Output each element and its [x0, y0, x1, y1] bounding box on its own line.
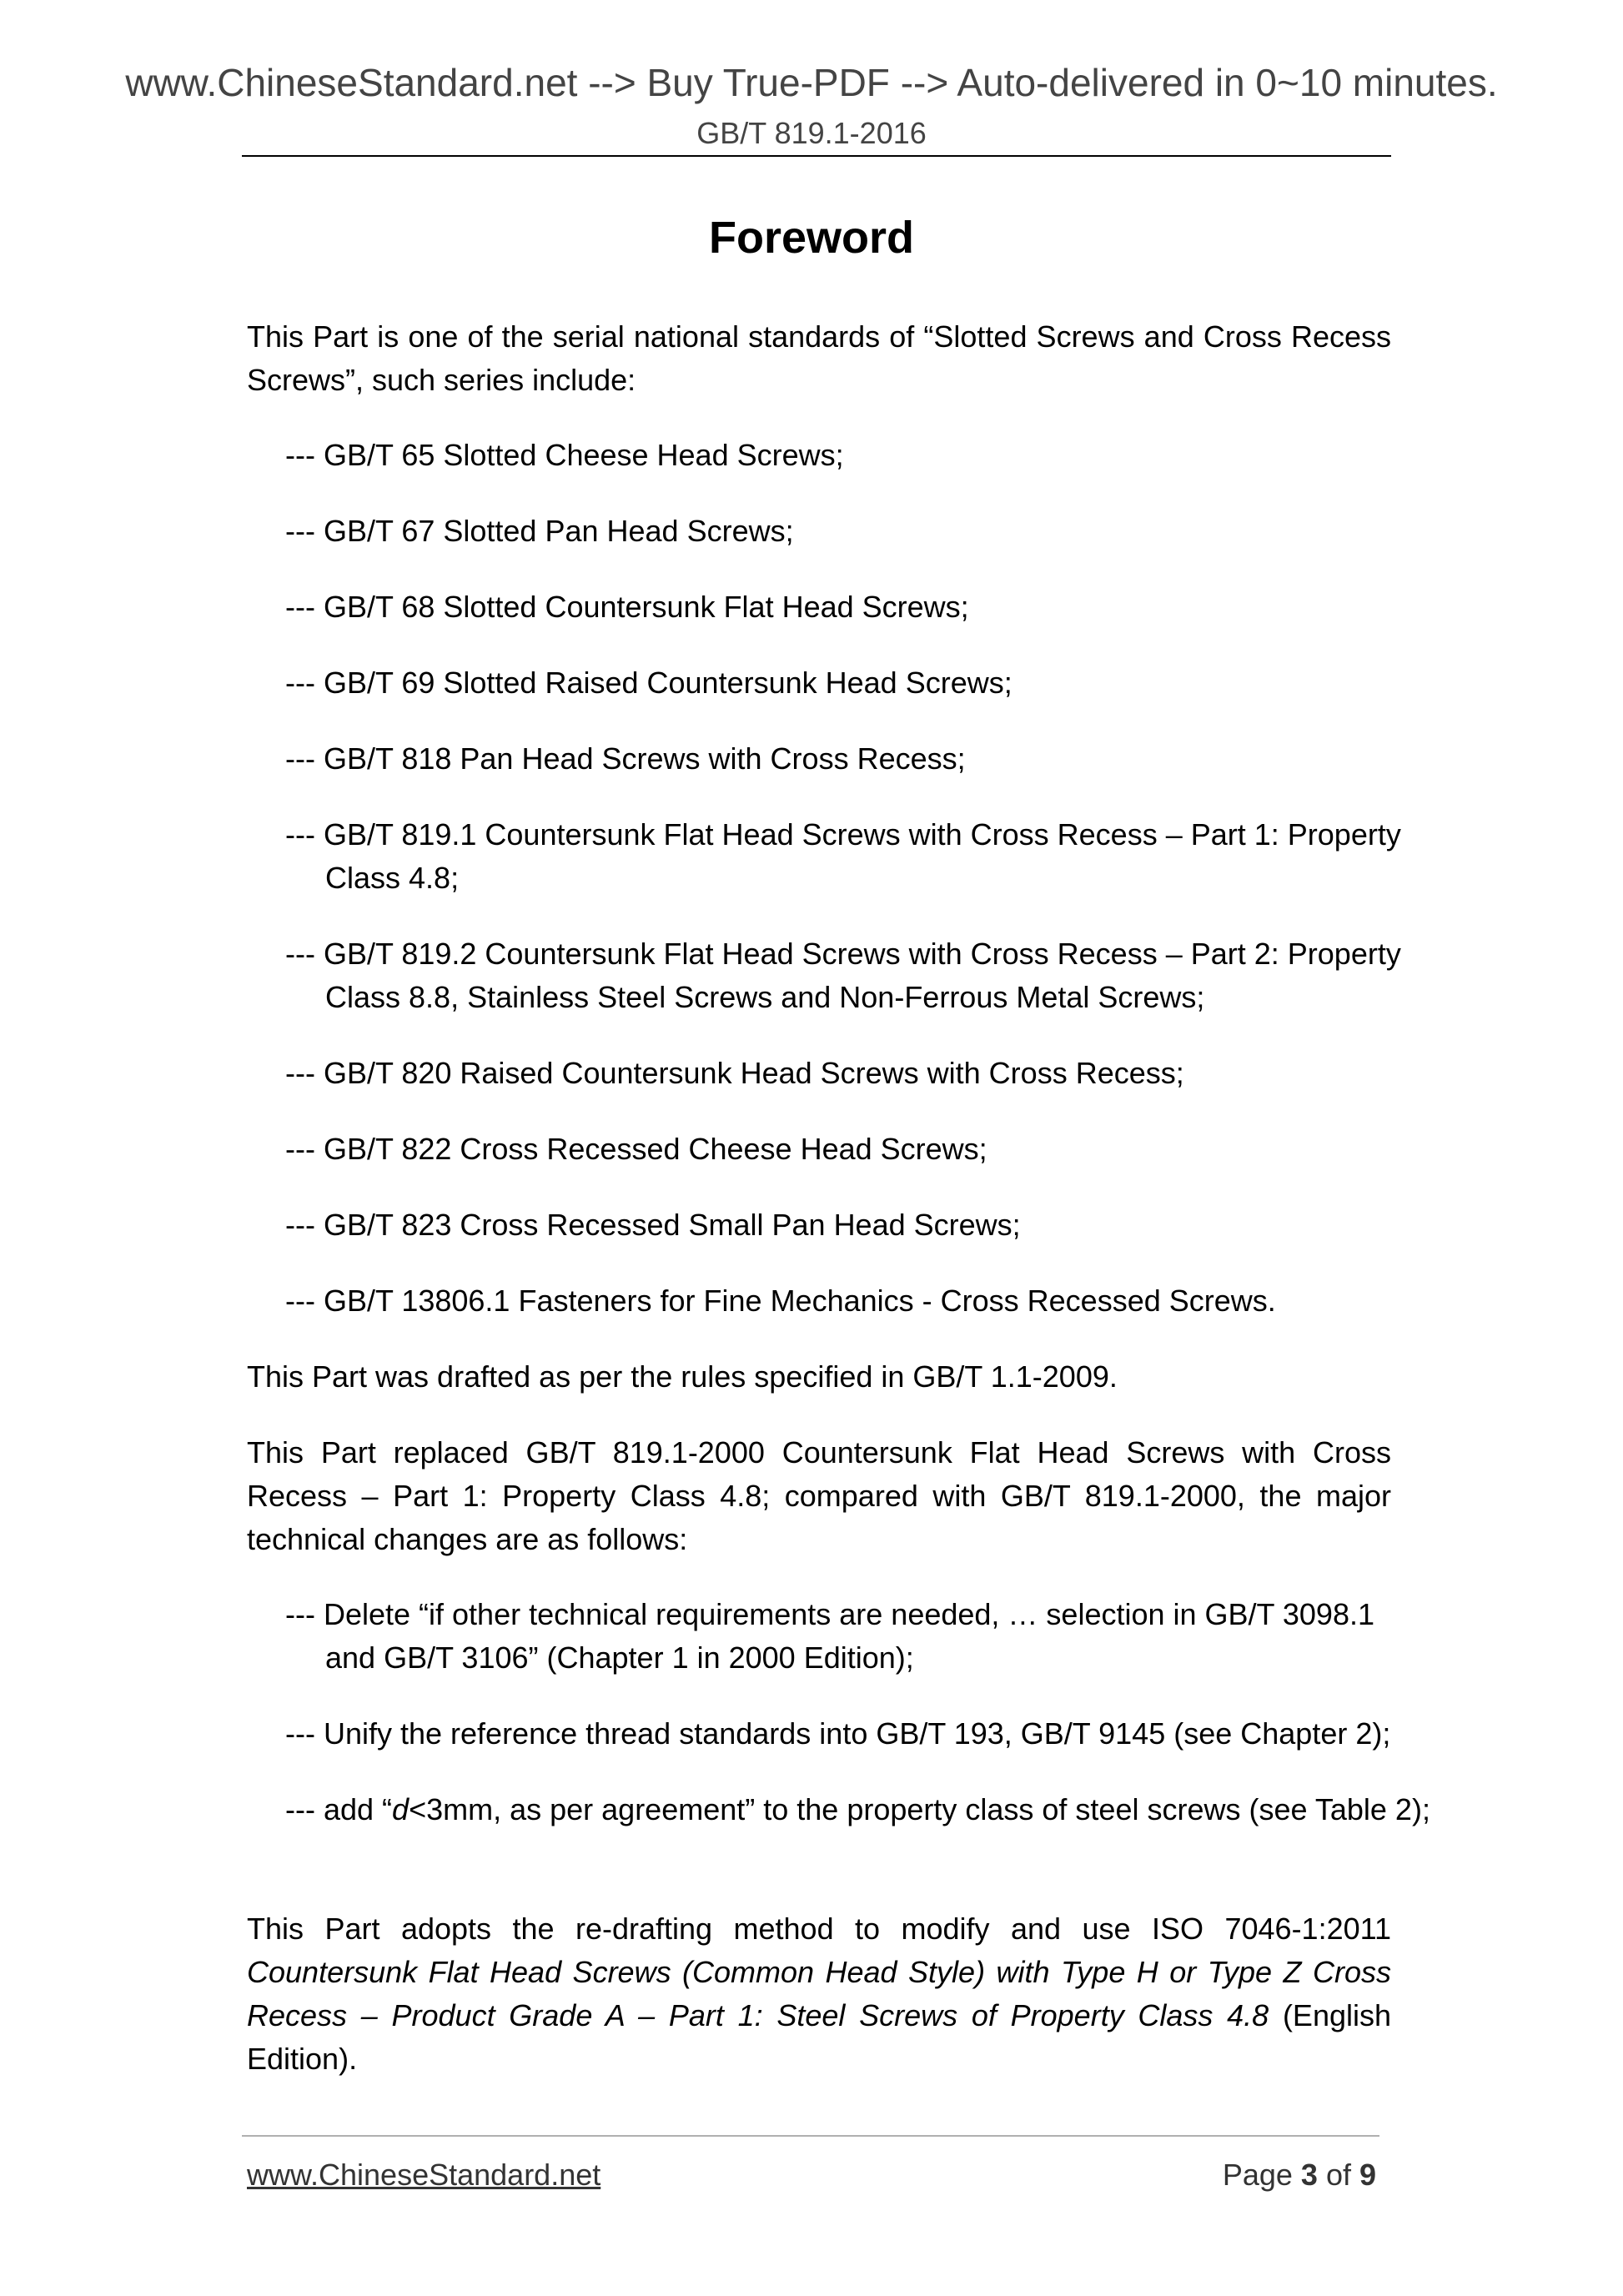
adopts-post: (English Edition). [247, 1998, 1392, 2076]
series-item: --- GB/T 820 Raised Countersunk Head Screws with Cross Recess; [285, 1056, 1184, 1090]
footer-divider [242, 2135, 1379, 2137]
change-item: --- Delete “if other technical requirements are needed, … selection in GB/T 3098.1 and GB/T 3106” (Chapter 1 in 2000 Edition); [285, 1597, 1375, 1675]
replaced-paragraph: This Part replaced GB/T 819.1-2000 Countersunk Flat Head Screws with Cross Recess – Part 1: Property Class 4.8; compared with GB/T 819.1-2000, the major technical changes are as follows: [247, 1435, 1391, 1556]
series-item: --- GB/T 68 Slotted Countersunk Flat Head Screws; [285, 590, 969, 624]
adopts-iso-title: Countersunk Flat Head Screws (Common Head Style) with Type H or Type Z Cross Recess – Product Grade A – Part 1: Steel Screws of Property Class 4.8 [247, 1955, 1391, 2032]
series-item: --- GB/T 819.2 Countersunk Flat Head Screws with Cross Recess – Part 2: Property Class 8.8, Stainless Steel Screws and Non-Ferrous Metal Screws; [285, 937, 1401, 1014]
series-item: --- GB/T 822 Cross Recessed Cheese Head Screws; [285, 1132, 987, 1166]
series-item: --- GB/T 819.1 Countersunk Flat Head Screws with Cross Recess – Part 1: Property Class 4.8; [285, 817, 1401, 895]
change-prefix: --- add “ [285, 1792, 393, 1826]
header-banner: www.ChineseStandard.net --> Buy True-PDF --> Auto-delivered in 0~10 minutes. [125, 61, 1498, 104]
series-item: --- GB/T 65 Slotted Cheese Head Screws; [285, 438, 844, 472]
standard-id: GB/T 819.1-2016 [696, 116, 927, 150]
adopts-paragraph [247, 1907, 1391, 2081]
variable-d: d [392, 1792, 410, 1826]
footer-website-link[interactable]: www.ChineseStandard.net [247, 2158, 601, 2192]
adopts-pre: This Part adopts the re-drafting method to modify and use ISO 7046-1:2011 [247, 1912, 1391, 1946]
page-word: Page [1222, 2158, 1301, 2192]
series-item: --- GB/T 69 Slotted Raised Countersunk Head Screws; [285, 666, 1012, 700]
change-item: --- Unify the reference thread standards into GB/T 193, GB/T 9145 (see Chapter 2); [285, 1716, 1391, 1751]
series-item: --- GB/T 818 Pan Head Screws with Cross Recess; [285, 741, 966, 776]
series-item: --- GB/T 823 Cross Recessed Small Pan Head Screws; [285, 1208, 1021, 1242]
header-divider [242, 155, 1391, 157]
page-indicator [1223, 2160, 1376, 2190]
intro-paragraph: This Part is one of the serial national standards of “Slotted Screws and Cross Recess Screws”, such series include: [247, 319, 1391, 397]
drafted-paragraph: This Part was drafted as per the rules specified in GB/T 1.1-2009. [247, 1359, 1118, 1394]
of-word: of [1317, 2158, 1359, 2192]
series-item: --- GB/T 13806.1 Fasteners for Fine Mechanics - Cross Recessed Screws. [285, 1284, 1276, 1318]
page-title: Foreword [708, 213, 914, 263]
page-number: 3 [1300, 2158, 1318, 2192]
page-total: 9 [1359, 2158, 1376, 2192]
series-item: --- GB/T 67 Slotted Pan Head Screws; [285, 514, 794, 548]
change-suffix: <3mm, as per agreement” to the property class of steel screws (see Table 2); [409, 1792, 1430, 1826]
change-item [285, 1788, 1431, 1831]
